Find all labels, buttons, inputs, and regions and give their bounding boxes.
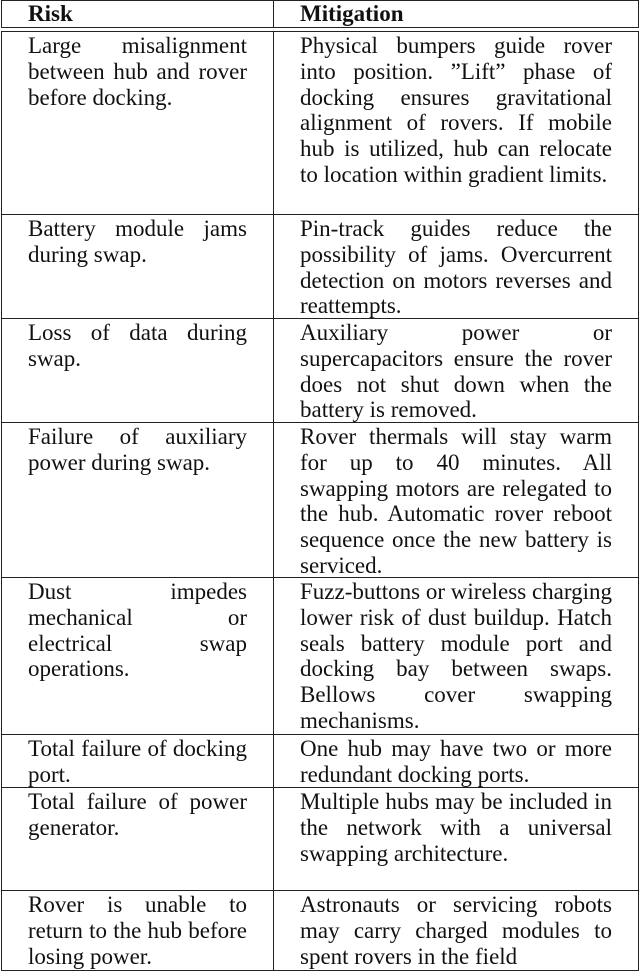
- mitigation-cell: Astronauts or servicing robots may carry charged modules to spent rovers in the field: [300, 892, 612, 969]
- mitigation-cell: Fuzz-buttons or wireless charging lower risk of dust buildup. Hatch seals battery module port and docking bay between swaps. Bellows cover swapping mechanisms.: [300, 579, 612, 733]
- risk-cell: Total failure of docking port.: [2, 735, 274, 787]
- risk-cell: Total failure of power generator.: [2, 788, 274, 890]
- header-mitigation: Mitigation: [300, 1, 404, 26]
- mitigation-cell: Auxiliary power or supercapacitors ensure the rover does not shut down when the battery is removed.: [300, 320, 612, 423]
- risk-cell: Loss of data during swap.: [2, 319, 274, 422]
- table-row: [2, 319, 638, 423]
- table-row: [2, 788, 638, 891]
- mitigation-cell: Rover thermals will stay warm for up to 40 minutes. All swapping motors are relegated to the hub. Automatic rover reboot sequence once the new battery is serviced.: [300, 424, 612, 578]
- header-risk: Risk: [2, 1, 274, 27]
- table-header-row: [1, 0, 639, 28]
- table-row: [2, 423, 638, 578]
- risk-cell: Large misalignment between hub and rover before docking.: [2, 32, 274, 214]
- table-row: [2, 215, 638, 319]
- mitigation-cell: Multiple hubs may be included in the network with a universal swapping architecture.: [300, 789, 612, 866]
- mitigation-cell: One hub may have two or more redundant docking ports.: [300, 736, 612, 787]
- risk-cell: Failure of auxiliary power during swap.: [2, 423, 274, 577]
- risk-cell: Dust impedes mechanical or electrical swap operations.: [2, 578, 274, 734]
- table-row: [2, 32, 638, 215]
- risk-cell: Rover is unable to return to the hub before losing power.: [2, 891, 274, 970]
- table-body: [1, 32, 639, 971]
- table-row: [2, 578, 638, 735]
- mitigation-cell: Pin-track guides reduce the possibility of jams. Overcurrent detection on motors reverses and reattempts.: [300, 216, 612, 319]
- mitigation-cell: Physical bumpers guide rover into position. ”Lift” phase of docking ensures gravitational alignment of rovers. If mobile hub is utilized, hub can relocate to location within gradient limits.: [300, 33, 612, 187]
- risk-cell: Battery module jams during swap.: [2, 215, 274, 318]
- table-row: [2, 891, 638, 971]
- table-row: [2, 735, 638, 788]
